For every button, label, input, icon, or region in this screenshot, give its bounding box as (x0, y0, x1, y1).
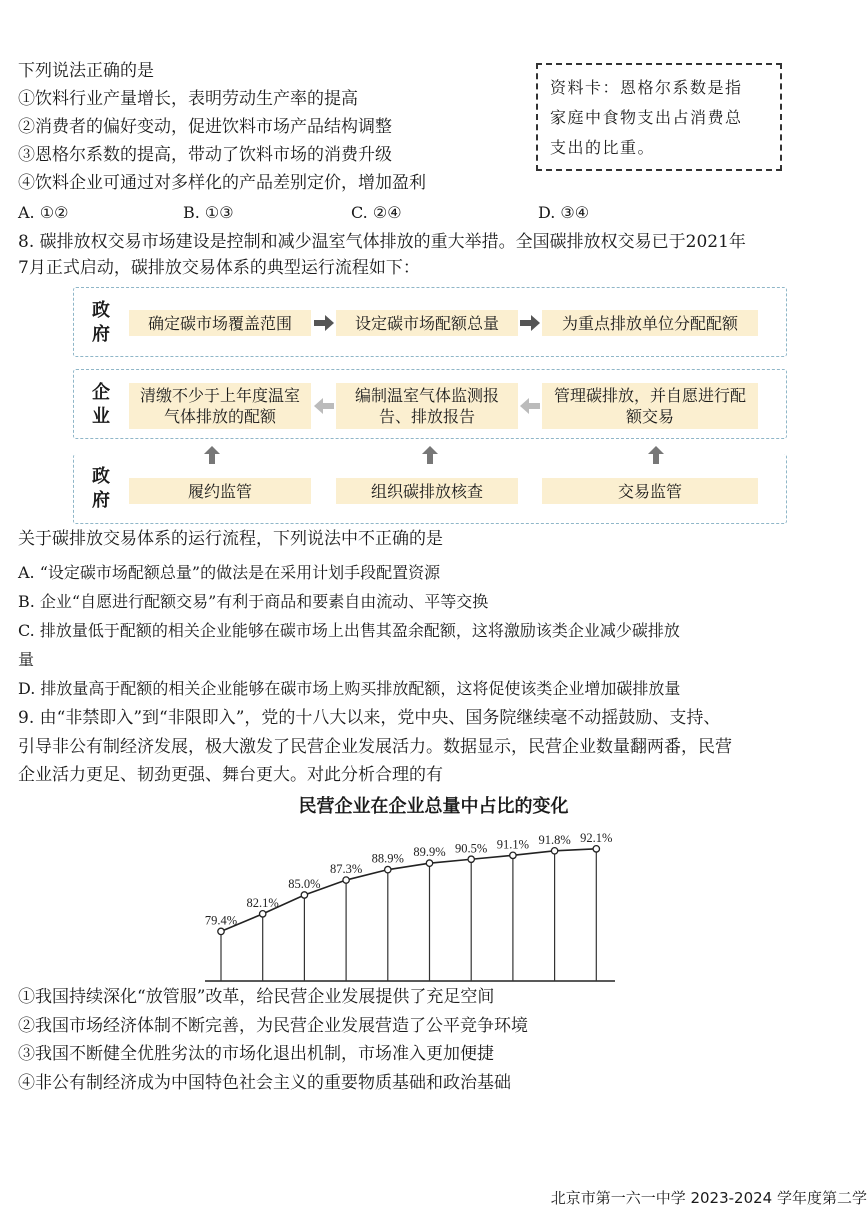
data-point (385, 866, 391, 872)
data-label: 90.5% (455, 841, 488, 856)
q9-stem-1: 9. 由“非禁即入”到“非限即入”，党的十八大以来，党中央、国务院继续毫不动摇鼓励、支持、 (18, 708, 721, 728)
data-label: 87.3% (329, 862, 363, 877)
q9-item-1: ①我国持续深化“放管服”改革，给民营企业发展提供了充足空间 (18, 987, 495, 1007)
q8-option-a[interactable]: A. “设定碳市场配额总量”的做法是在采用计划手段配置资源 (18, 563, 441, 582)
flow-box-verification: 组织碳排放核查 (336, 478, 518, 504)
data-label: 89.9% (413, 845, 446, 860)
q7-option-d[interactable]: D. ③④ (538, 203, 590, 222)
data-point (218, 928, 224, 934)
data-point (551, 848, 557, 854)
data-label: 92.1% (580, 830, 613, 845)
left-arrow-icon (313, 397, 335, 415)
q7-item-3: ③恩格尔系数的提高，带动了饮料市场的消费升级 (18, 145, 392, 165)
info-card-line-1: 资料卡：恩格尔系数是指 (550, 78, 743, 97)
q7-option-c[interactable]: C. ②④ (351, 203, 402, 222)
q8-option-b[interactable]: B. 企业“自愿进行配额交易”有利于商品和要素自由流动、平等交换 (18, 592, 489, 611)
flow-row3-label: 政府 (92, 466, 110, 511)
chart-title: 民营企业在企业总量中占比的变化 (298, 796, 569, 817)
data-point (593, 846, 599, 852)
flow-box-coverage: 确定碳市场覆盖范围 (129, 310, 311, 336)
flow-box-compliance: 履约监管 (129, 478, 311, 504)
info-card-line-2: 家庭中食物支出占消费总 (550, 108, 743, 127)
data-point (260, 911, 266, 917)
data-label: 91.8% (538, 832, 571, 847)
flow-box-report: 编制温室气体监测报告、排放报告 (336, 383, 518, 429)
flow-box-surrender: 清缴不少于上年度温室气体排放的配额 (129, 383, 311, 429)
q9-stem-3: 企业活力更足、韧劲更强、舞台更大。对此分析合理的有 (18, 765, 443, 785)
q8-stem-2: 7月正式启动，碳排放交易体系的典型运行流程如下： (18, 258, 420, 278)
flow-row1-label: 政府 (92, 300, 110, 345)
q7-stem: 下列说法正确的是 (18, 61, 154, 81)
flow-box-trade: 管理碳排放，并自愿进行配额交易 (542, 383, 758, 429)
q9-stem-2: 引导非公有制经济发展，极大激发了民营企业发展活力。数据显示，民营企业数量翻两番，民营 (18, 737, 732, 757)
data-label: 82.1% (246, 895, 279, 910)
flow-row-enterprise (73, 369, 787, 439)
flow-box-trade-supervision: 交易监管 (542, 478, 758, 504)
q8-option-c-wrap: 量 (18, 650, 35, 669)
q8-stem-1: 8. 碳排放权交易市场建设是控制和减少温室气体排放的重大举措。全国碳排放权交易已于2021年 (18, 232, 746, 252)
right-arrow-icon (519, 314, 541, 332)
data-label: 85.0% (288, 877, 321, 891)
q7-option-a[interactable]: A. ①② (18, 203, 69, 222)
flow-box-allocate: 为重点排放单位分配配额 (542, 310, 758, 336)
flow-row-government-1 (73, 287, 787, 357)
info-card (536, 63, 782, 171)
q9-item-2: ②我国市场经济体制不断完善，为民营企业发展营造了公平竞争环境 (18, 1016, 528, 1036)
q8-option-c[interactable]: C. 排放量低于配额的相关企业能够在碳市场上出售其盈余配额，这将激励该类企业减少碳排放 (18, 621, 680, 640)
q7-option-b[interactable]: B. ①③ (183, 203, 234, 222)
q7-item-4: ④饮料企业可通过对多样化的产品差别定价，增加盈利 (18, 173, 426, 193)
right-arrow-icon (313, 314, 335, 332)
q8-question: 关于碳排放交易体系的运行流程，下列说法中不正确的是 (18, 529, 443, 549)
series-line (221, 849, 596, 932)
q9-item-3: ③我国不断健全优胜劣汰的市场化退出机制，市场准入更加便捷 (18, 1044, 494, 1064)
q7-item-1: ①饮料行业产量增长，表明劳动生产率的提高 (18, 89, 358, 109)
q7-item-2: ②消费者的偏好变动，促进饮料市场产品结构调整 (18, 117, 392, 137)
data-label: 88.9% (371, 851, 404, 866)
left-arrow-icon (519, 397, 541, 415)
data-point (510, 852, 516, 858)
info-card-line-3: 支出的比重。 (550, 138, 656, 157)
page-footer: 北京市第一六一中学 2023-2024 学年度第二学 (550, 1189, 867, 1207)
flow-box-total-quota: 设定碳市场配额总量 (336, 310, 518, 336)
q9-item-4: ④非公有制经济成为中国特色社会主义的重要物质基础和政治基础 (18, 1073, 511, 1093)
q7-options (18, 200, 589, 226)
data-point (468, 856, 474, 862)
data-point (426, 860, 432, 866)
flow-row2-label: 企业 (92, 382, 110, 427)
q8-option-d[interactable]: D. 排放量高于配额的相关企业能够在碳市场上购买排放配额，这将促使该类企业增加碳排放量 (18, 679, 681, 698)
line-chart (195, 820, 625, 985)
data-point (301, 892, 307, 898)
data-label: 91.1% (496, 837, 530, 852)
data-label: 79.4% (204, 913, 238, 928)
flow-row-government-2 (73, 454, 787, 524)
data-point (343, 877, 349, 883)
